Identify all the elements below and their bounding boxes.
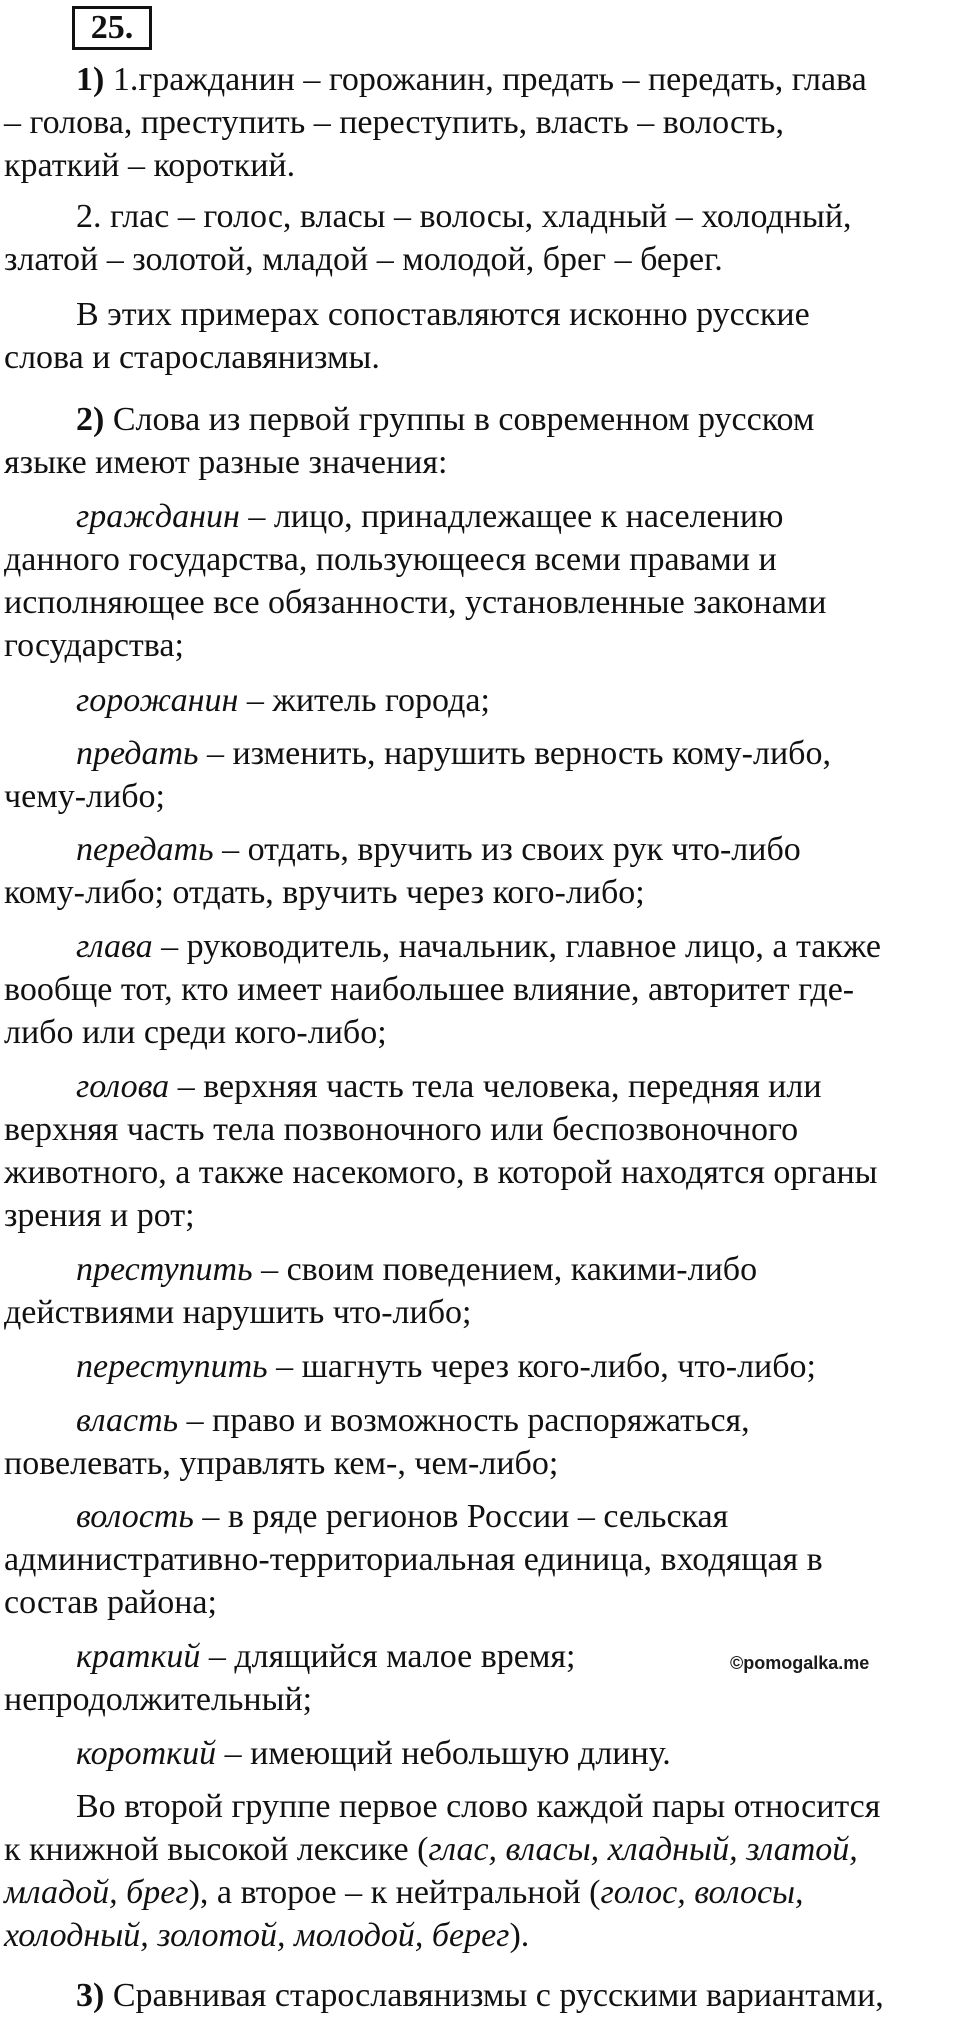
text-line: холодный, золотой, молодой, берег). <box>4 1917 530 1954</box>
text-line: младой, брег), а второе – к нейтральной (голос, волосы, <box>4 1874 804 1911</box>
text-line: – голова, преступить – переступить, власть – волость, <box>4 104 784 141</box>
term: глава <box>76 928 153 965</box>
text-line: златой – золотой, младой – молодой, брег – берег. <box>4 241 723 278</box>
definition-line: передать – отдать, вручить из своих рук что-либо <box>76 831 801 868</box>
part-label: 2) <box>76 401 105 438</box>
text-line: 3) Сравнивая старославянизмы с русскими вариантами, <box>76 1977 884 2014</box>
text-line: краткий – короткий. <box>4 147 296 184</box>
term: горожанин <box>76 682 239 719</box>
text-line: слова и старославянизмы. <box>4 339 380 376</box>
text-line: непродолжительный; <box>4 1681 313 1718</box>
text-line: либо или среди кого-либо; <box>4 1014 387 1051</box>
text-line: В этих примерах сопоставляются исконно русские <box>76 296 810 333</box>
watermark: ©pomogalka.me <box>730 1653 870 1673</box>
definition-line: голова – верхняя часть тела человека, передняя или <box>76 1068 822 1105</box>
task-number: 25. <box>72 6 152 50</box>
text-line: языке имеют разные значения: <box>4 444 448 481</box>
text-line: действиями нарушить что-либо; <box>4 1294 472 1331</box>
term: переступить <box>76 1348 268 1385</box>
text-line: Во второй группе первое слово каждой пары относится <box>76 1788 881 1825</box>
text-line: 1) 1.гражданин – горожанин, предать – передать, глава <box>76 61 867 98</box>
term: короткий <box>76 1735 217 1772</box>
definition-line: власть – право и возможность распоряжаться, <box>76 1402 750 1439</box>
text-line: вообще тот, кто имеет наибольшее влияние, авторитет где- <box>4 971 855 1008</box>
text-line: исполняющее все обязанности, установленные законами <box>4 584 827 621</box>
text-line: повелевать, управлять кем-, чем-либо; <box>4 1445 559 1482</box>
definition-line: короткий – имеющий небольшую длину. <box>76 1735 671 1772</box>
text-line: зрения и рот; <box>4 1197 195 1234</box>
definition-line: гражданин – лицо, принадлежащее к населению <box>76 498 784 535</box>
definition-line: волость – в ряде регионов России – сельская <box>76 1498 729 1535</box>
term: голова <box>76 1068 170 1105</box>
text-line: состав района; <box>4 1584 217 1621</box>
term: передать <box>76 831 214 868</box>
text-line: данного государства, пользующееся всеми правами и <box>4 541 777 578</box>
text-line: чему-либо; <box>4 778 165 815</box>
definition-line: переступить – шагнуть через кого-либо, что-либо; <box>76 1348 816 1385</box>
text-line: к книжной высокой лексике (глас, власы, хладный, златой, <box>4 1831 858 1868</box>
part-label: 3) <box>76 1977 105 2014</box>
part-label: 1) <box>76 61 105 98</box>
definition-line: горожанин – житель города; <box>76 682 490 719</box>
term: краткий <box>76 1638 201 1675</box>
text-line: кому-либо; отдать, вручить через кого-либо; <box>4 874 645 911</box>
definition-line: преступить – своим поведением, какими-либо <box>76 1251 758 1288</box>
text-line: государства; <box>4 627 184 664</box>
definition-line: глава – руководитель, начальник, главное лицо, а также <box>76 928 881 965</box>
term: предать <box>76 735 199 772</box>
definition-line: предать – изменить, нарушить верность кому-либо, <box>76 735 831 772</box>
term: власть <box>76 1402 179 1439</box>
definition-line: краткий – длящийся малое время; <box>76 1638 576 1675</box>
text-line: 2. глас – голос, власы – волосы, хладный – холодный, <box>76 198 852 235</box>
term: преступить <box>76 1251 253 1288</box>
term: волость <box>76 1498 194 1535</box>
text-line: верхняя часть тела позвоночного или беспозвоночного <box>4 1111 799 1148</box>
text-line: административно-территориальная единица, входящая в <box>4 1541 823 1578</box>
term: гражданин <box>76 498 240 535</box>
text-line: животного, а также насекомого, в которой находятся органы <box>4 1154 878 1191</box>
text-line: 2) Слова из первой группы в современном русском <box>76 401 815 438</box>
